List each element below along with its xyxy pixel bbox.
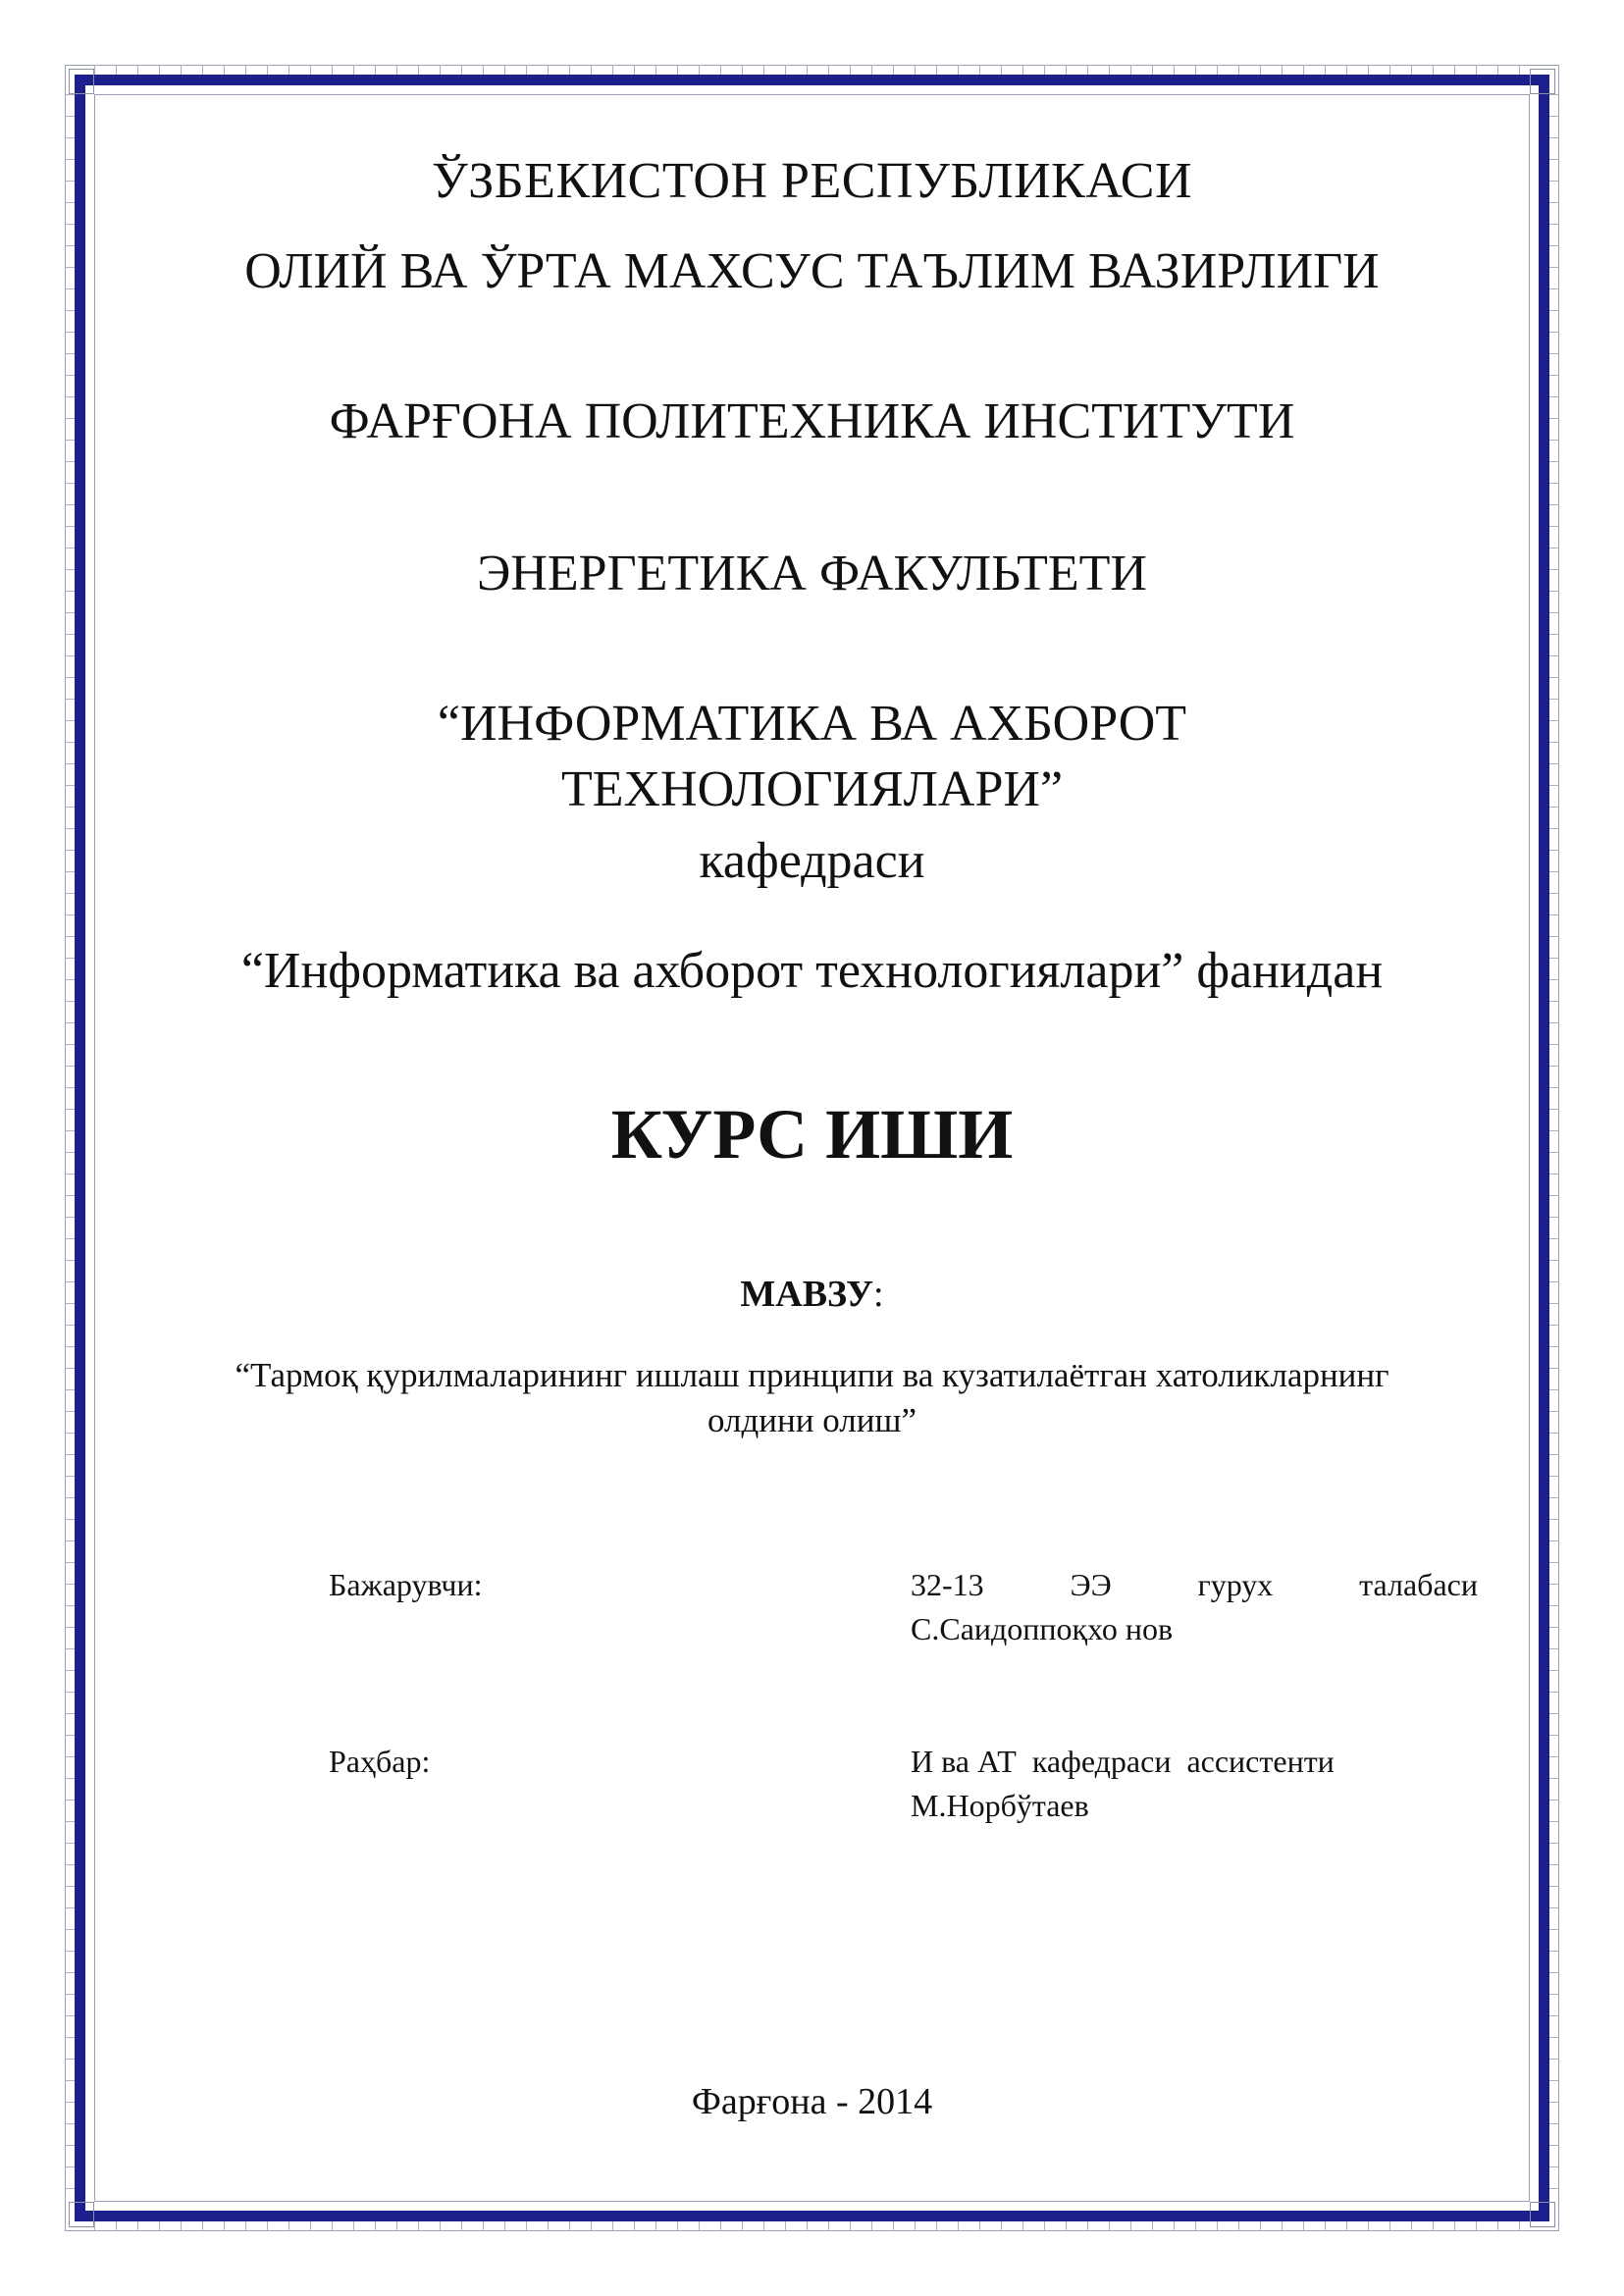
performer-group-line (911, 1567, 1478, 1603)
performer-group-word: гурух (1197, 1567, 1274, 1602)
frame-ruler-bottom (94, 2221, 1530, 2231)
supervisor-label: Раҳбар: (329, 1744, 431, 1779)
department-suffix: кафедраси (699, 833, 925, 889)
subject-line: “Информатика ва ахборот технологиялари” фанидан (240, 943, 1384, 999)
topic-colon: : (873, 1274, 884, 1315)
performer-group-word: талабаси (1359, 1567, 1478, 1602)
frame-ruler-top (94, 65, 1530, 75)
topic-label: МАВЗУ (740, 1274, 874, 1315)
place-year: Фарғона - 2014 (691, 2081, 933, 2122)
frame-corner (69, 2202, 94, 2227)
frame-corner (1530, 2202, 1555, 2227)
performer-group-word: 32-13 (911, 1567, 984, 1602)
supervisor-name: М.Норбўтаев (911, 1788, 1089, 1823)
country-heading: ЎЗБЕКИСТОН РЕСПУБЛИКАСИ (431, 153, 1193, 209)
topic-heading (118, 1273, 1506, 1316)
frame-ruler-right (1549, 94, 1559, 2202)
institute-heading: ФАРҒОНА ПОЛИТЕХНИКА ИНСТИТУТИ (329, 393, 1295, 449)
performer-label: Бажарувчи: (329, 1567, 483, 1602)
topic-text-line2: олдини олиш” (707, 1401, 917, 1439)
department-heading-line2: ТЕХНОЛОГИЯЛАРИ” (560, 761, 1064, 817)
ministry-heading: ОЛИЙ ВА ЎРТА МАХСУС ТАЪЛИМ ВАЗИРЛИГИ (244, 243, 1380, 299)
performer-name: С.Саидоппоқхо нов (911, 1611, 1174, 1646)
supervisor-position: И ва АТ кафедраси ассистенти (911, 1744, 1335, 1779)
performer-group-word: ЭЭ (1070, 1567, 1112, 1602)
frame-corner (69, 69, 94, 94)
topic-text-line1: “Тармоқ қурилмаларининг ишлаш принципи ва кузатилаётган хатоликларнинг (235, 1356, 1389, 1394)
frame-ruler-left (65, 94, 75, 2202)
department-heading-line1: “ИНФОРМАТИКА ВА АХБОРОТ (437, 696, 1187, 752)
frame-corner (1530, 69, 1555, 94)
faculty-heading: ЭНЕРГЕТИКА ФАКУЛЬТЕТИ (477, 546, 1147, 601)
document-title: КУРС ИШИ (610, 1095, 1014, 1174)
